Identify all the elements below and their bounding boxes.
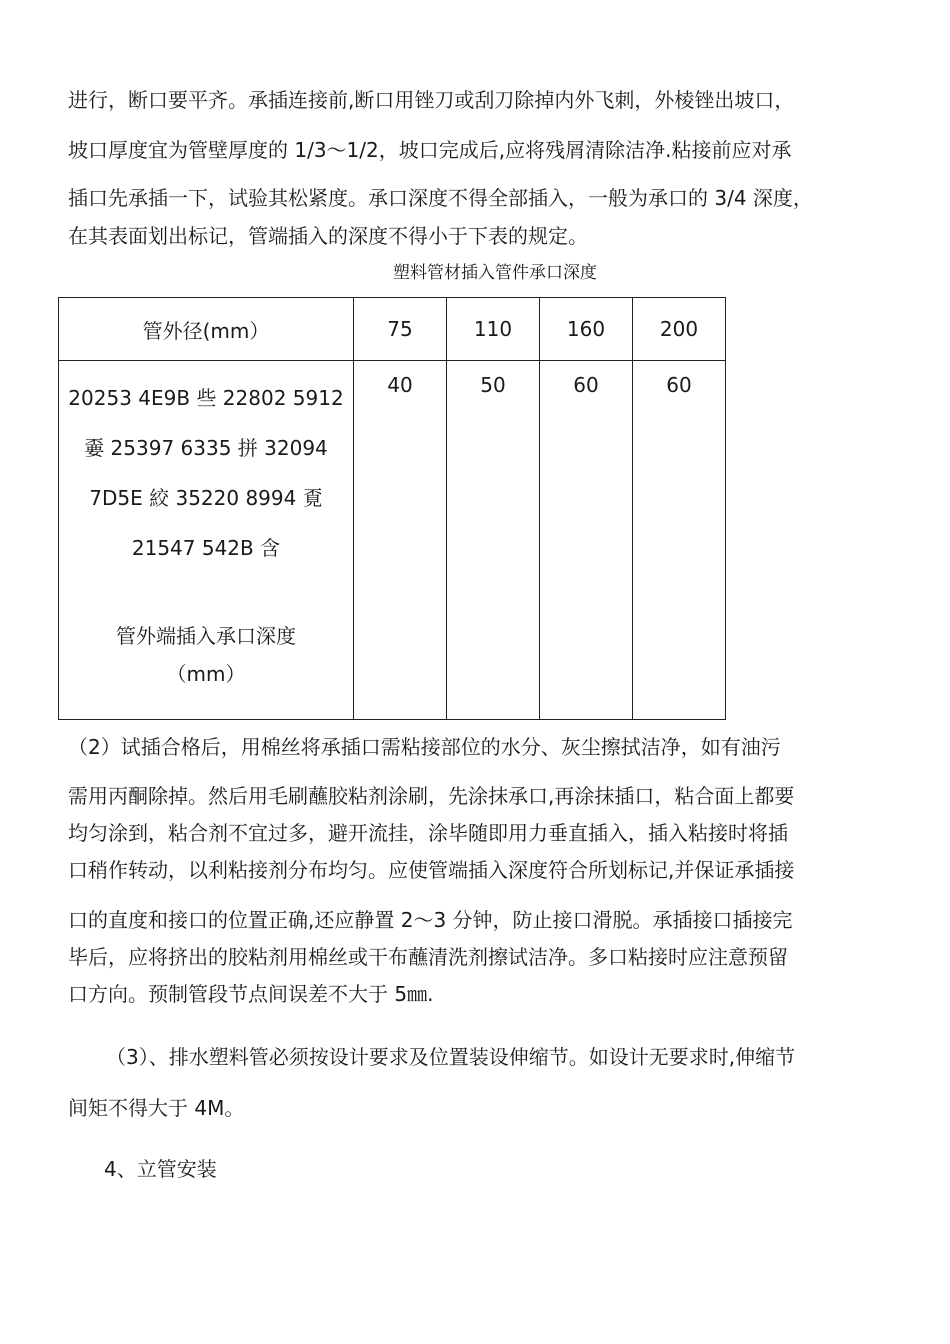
garbled-line: 20253 4E9B 些 22802 5912 — [68, 386, 344, 410]
text-line: 间矩不得大于 4M。 — [68, 1096, 245, 1120]
text-line: 需用丙酮除掉。然后用毛刷蘸胶粘剂涂刷，先涂抹承口,再涂抹插口，粘合面上都要 — [68, 784, 795, 808]
text-line: 进行，断口要平齐。承插连接前,断口用锉刀或刮刀除掉内外飞刺，外棱锉出坡口， — [68, 88, 795, 112]
text-line: 坡口厚度宜为管壁厚度的 1/3～1/2，坡口完成后,应将残屑清除洁净.粘接前应对承 — [68, 138, 792, 162]
text-line: （2）试插合格后，用棉丝将承插口需粘接部位的水分、灰尘擦拭洁净，如有油污 — [68, 735, 781, 759]
table-depth-row — [59, 361, 726, 720]
diameter-cell: 110 — [447, 298, 540, 361]
garbled-line: 7D5E 絞 35220 8994 覔 — [89, 486, 323, 510]
table-caption: 塑料管材插入管件承口深度 — [393, 263, 597, 283]
text-line: 口方向。预制管段节点间误差不大于 5㎜. — [68, 982, 434, 1006]
text-line: 插口先承插一下，试验其松紧度。承口深度不得全部插入，一般为承口的 3/4 深度， — [68, 186, 813, 210]
depth-cell: 50 — [447, 361, 540, 720]
text-line: 均匀涂到，粘合剂不宜过多，避开流挂，涂毕随即用力垂直插入，插入粘接时将插 — [68, 821, 788, 845]
row-label-unit: （mm） — [166, 662, 246, 686]
table-header-row — [59, 298, 726, 361]
diameter-cell: 75 — [354, 298, 447, 361]
text-line: 口的直度和接口的位置正确,还应静置 2～3 分钟，防止接口滑脱。承插接口插接完 — [68, 908, 793, 932]
depth-cell: 60 — [540, 361, 633, 720]
insertion-depth-table — [58, 297, 726, 720]
garbled-line: 21547 542B 含 — [131, 536, 281, 560]
diameter-cell: 160 — [540, 298, 633, 361]
text-line: 口稍作转动，以利粘接剂分布均匀。应使管端插入深度符合所划标记,并保证承插接 — [68, 858, 795, 882]
section-heading: 4、立管安装 — [104, 1157, 217, 1181]
text-line: （3）、排水塑料管必须按设计要求及位置装设伸缩节。如设计无要求时,伸缩节 — [106, 1045, 796, 1069]
depth-cell: 60 — [633, 361, 726, 720]
depth-cell: 40 — [354, 361, 447, 720]
garbled-line: 嫑 25397 6335 拼 32094 — [84, 436, 328, 460]
text-line: 毕后，应将挤出的胶粘剂用棉丝或干布蘸清洗剂擦试洁净。多口粘接时应注意预留 — [68, 945, 788, 969]
row-label-text: 管外端插入承口深度 — [116, 624, 296, 648]
diameter-cell: 200 — [633, 298, 726, 361]
header-label-cell: 管外径(mm） — [59, 298, 354, 361]
text-line: 在其表面划出标记，管端插入的深度不得小于下表的规定。 — [68, 224, 588, 248]
row-label-cell — [59, 361, 354, 720]
